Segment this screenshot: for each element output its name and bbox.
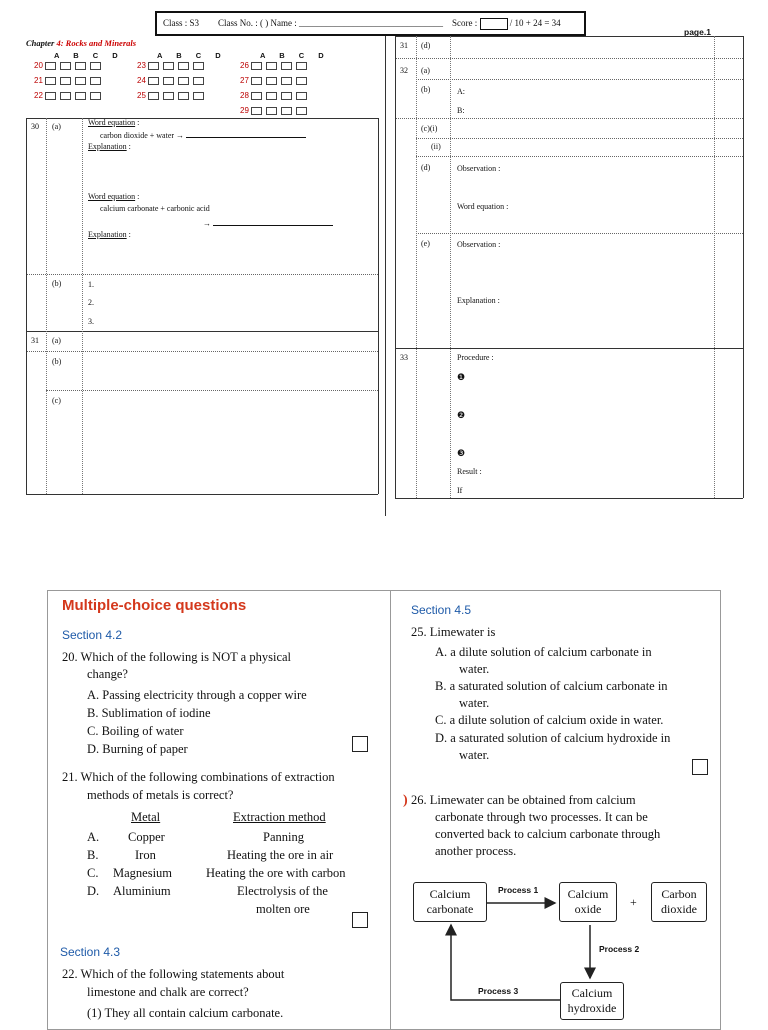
observation-label: Observation : [457, 164, 501, 173]
step-1-icon: ❶ [457, 372, 466, 382]
q25-option-a: A. a dilute solution of calcium carbonate in [435, 645, 652, 659]
sheet-center-divider [385, 36, 386, 516]
q32cii-label: (ii) [431, 142, 441, 151]
carbon-dioxide-box: Carbon dioxide [651, 882, 707, 922]
mc-letters-col3: A B C D [260, 51, 324, 60]
word-equation-right-label: Word equation : [457, 202, 509, 211]
chapter-title: : Rocks and Minerals [60, 38, 137, 48]
chapter-heading [26, 38, 136, 48]
result-label: Result : [457, 467, 482, 476]
q30b-label: (b) [52, 279, 62, 288]
q25-option-b: B. a saturated solution of calcium carbonate in [435, 679, 668, 693]
q31d-label: (d) [421, 41, 431, 50]
mc-row: 22 [34, 91, 103, 100]
q31-number: 31 [31, 336, 39, 345]
q32b-A: A: [457, 87, 465, 96]
mc-row: 27 [240, 76, 309, 85]
q21-answer-box[interactable] [352, 912, 368, 928]
q32a-label: (a) [421, 66, 430, 75]
word-equation-label: Word equation : [88, 118, 140, 127]
mc-row: 23 [137, 61, 206, 70]
explanation-label-2: Explanation : [88, 230, 131, 239]
calcium-oxide-box: Calcium oxide [559, 882, 617, 922]
q33-number: 33 [400, 353, 408, 362]
q32e-label: (e) [421, 239, 430, 248]
q21-method-a: Panning [263, 830, 304, 844]
page-number: page.1 [684, 27, 711, 37]
q21-opt-c: C. [87, 866, 99, 880]
step-3-icon: ❸ [457, 448, 466, 458]
section-4-3-heading: Section 4.3 [60, 945, 121, 959]
class-no-name-label: Class No. : ( ) Name : ________________________________ [218, 18, 443, 28]
answer-blank[interactable] [186, 130, 306, 138]
observation-label-2: Observation : [457, 240, 501, 249]
q25-answer-box[interactable] [692, 759, 708, 775]
step-2-icon: ❷ [457, 410, 466, 420]
q20-option-a: A. Passing electricity through a copper wire [87, 688, 307, 702]
q20-option-d: D. Burning of paper [87, 742, 188, 756]
process-1-label: Process 1 [498, 885, 539, 895]
process-3-label: Process 3 [478, 986, 519, 996]
q26-stem: 26. Limewater can be obtained from calcium [411, 793, 636, 807]
q20-option-b: B. Sublimation of iodine [87, 706, 211, 720]
q25-option-d: D. a saturated solution of calcium hydroxide in [435, 731, 671, 745]
q26-stem-4: another process. [435, 844, 517, 858]
q21-metal-b: Iron [135, 848, 156, 862]
q30b-item-2: 2. [88, 298, 94, 307]
q25-stem: 25. Limewater is [411, 625, 496, 639]
procedure-label: Procedure : [457, 353, 494, 362]
answer-bubble[interactable] [45, 62, 56, 70]
q31c-label: (c) [52, 396, 61, 405]
mc-row: 25 [137, 91, 206, 100]
q31b-label: (b) [52, 357, 62, 366]
mc-row: 24 [137, 76, 206, 85]
equation-2-answer: → [203, 218, 333, 228]
q21-method-d-2: molten ore [256, 902, 310, 916]
q25-option-c: C. a dilute solution of calcium oxide in water. [435, 713, 664, 727]
mc-row: 20 [34, 61, 103, 70]
q21-metal-d: Aluminium [113, 884, 171, 898]
section-4-5-heading: Section 4.5 [411, 603, 472, 617]
q32d-label: (d) [421, 163, 431, 172]
equation-2: calcium carbonate + carbonic acid [100, 204, 210, 213]
score-area [452, 18, 561, 30]
q20-option-c: C. Boiling of water [87, 724, 184, 738]
q22-stem: 22. Which of the following statements about [62, 967, 285, 981]
q25-option-b-2: water. [459, 696, 490, 710]
score-input-box[interactable] [480, 18, 508, 30]
q21-metal-c: Magnesium [113, 866, 173, 880]
if-label: If [457, 486, 463, 495]
mc-letters-col1: A B C D [54, 51, 118, 60]
q32b-B: B: [457, 106, 465, 115]
q32-number: 32 [400, 66, 408, 75]
q21-method-b: Heating the ore in air [227, 848, 334, 862]
mc-row: 29 [240, 106, 309, 115]
q32ci-label: (c)(i) [421, 124, 438, 133]
explanation-label: Explanation : [88, 142, 131, 151]
plus-sign: + [630, 895, 637, 909]
score-label: Score : [452, 18, 478, 29]
chapter-label: Chapter [26, 38, 55, 48]
mc-row: 21 [34, 76, 103, 85]
q30a-label: (a) [52, 122, 61, 131]
explanation-right-label: Explanation : [457, 296, 500, 305]
mc-row: 26 [240, 61, 309, 70]
calcium-hydroxide-box: Calcium hydroxide [560, 982, 624, 1020]
q25-option-a-2: water. [459, 662, 490, 676]
q21-opt-a: A. [87, 830, 100, 844]
q30b-item-1: 1. [88, 280, 94, 289]
q21-col-method: Extraction method [233, 810, 326, 824]
mcq-column-divider [390, 590, 391, 1030]
q31-number-right: 31 [400, 41, 408, 50]
answer-blank[interactable] [213, 218, 333, 226]
word-equation-label-2: Word equation : [88, 192, 140, 201]
q30b-item-3: 3. [88, 317, 94, 326]
q22-statement-1: (1) They all contain calcium carbonate. [87, 1006, 284, 1020]
class-label: Class : S3 [163, 18, 200, 28]
score-total: / 10 + 24 = 34 [509, 18, 561, 29]
mc-letters-col2: A B C D [157, 51, 221, 60]
process-2-label: Process 2 [599, 944, 640, 954]
mcq-title: Multiple-choice questions [62, 597, 247, 614]
q21-stem-2: methods of metals is correct? [87, 788, 234, 802]
q30-number: 30 [31, 122, 39, 131]
margin-bracket-icon: ) [403, 793, 408, 808]
q26-stem-3: converted back to calcium carbonate through [435, 827, 661, 841]
section-4-2-heading: Section 4.2 [62, 628, 123, 642]
q21-method-c: Heating the ore with carbon [206, 866, 346, 880]
q31a-label: (a) [52, 336, 61, 345]
mc-row: 28 [240, 91, 309, 100]
q26-stem-2: carbonate through two processes. It can be [435, 810, 648, 824]
q21-method-d: Electrolysis of the [237, 884, 328, 898]
q21-metal-a: Copper [128, 830, 165, 844]
q21-opt-d: D. [87, 884, 100, 898]
q25-option-d-2: water. [459, 748, 490, 762]
calcium-carbonate-box: Calcium carbonate [413, 882, 487, 922]
q32b-label: (b) [421, 85, 431, 94]
q21-col-metal: Metal [131, 810, 161, 824]
q21-opt-b: B. [87, 848, 99, 862]
q21-stem: 21. Which of the following combinations of extraction [62, 770, 335, 784]
chapter-num: 4 [56, 38, 61, 48]
q20-stem-2: change? [87, 667, 128, 681]
q20-answer-box[interactable] [352, 736, 368, 752]
q20-stem: 20. Which of the following is NOT a physical [62, 650, 292, 664]
equation-1: carbon dioxide + water → [100, 130, 306, 140]
q22-stem-2: limestone and chalk are correct? [87, 985, 249, 999]
